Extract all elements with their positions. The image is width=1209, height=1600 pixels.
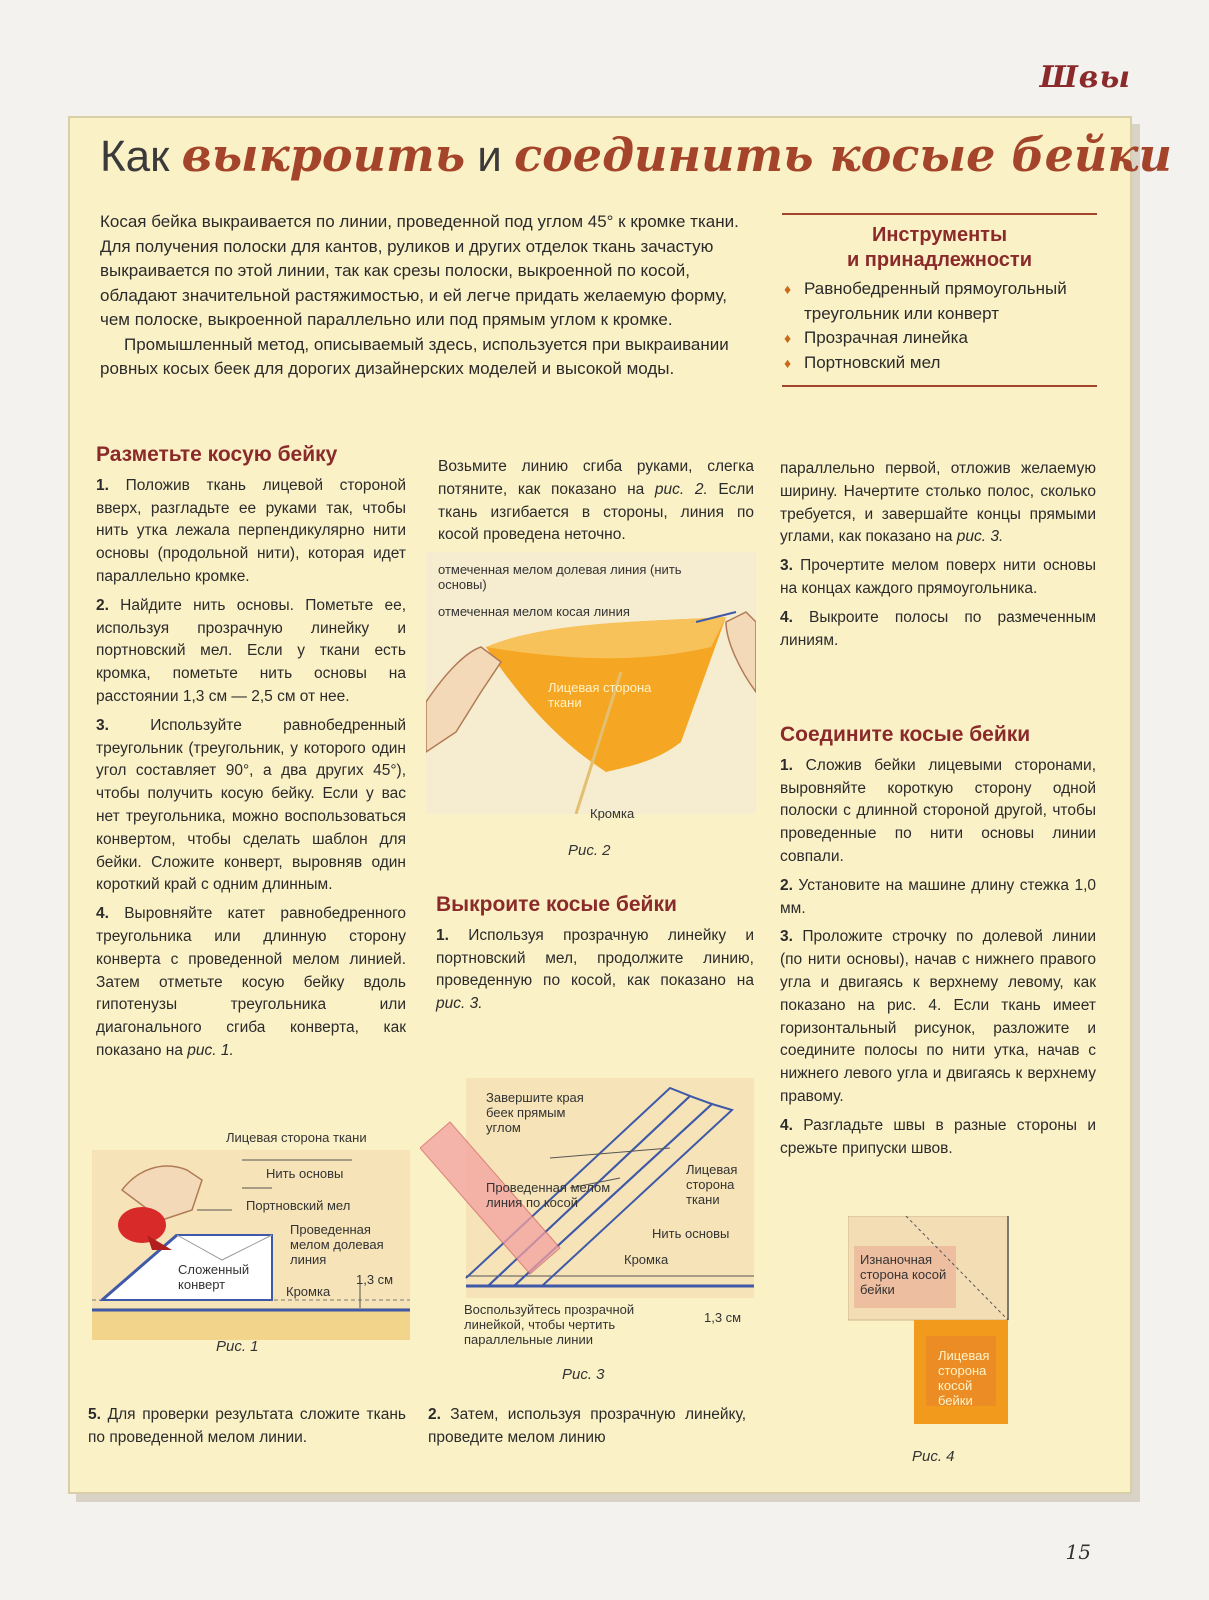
column-2-mid <box>436 894 754 1022</box>
column-1-bottom <box>88 1404 406 1456</box>
fig3-label-bias: Проведенная мелом линия по косой <box>486 1180 611 1210</box>
step-text: Используя прозрачную линейку и портновский мел, продолжите линию, проведенную по косой, как показано на <box>436 926 754 990</box>
heading-cut-bias: Выкроите косые бейки <box>436 893 677 916</box>
fig2-label-bias: отмеченная мелом косая линия <box>438 604 630 619</box>
step-number: 3. <box>780 557 793 575</box>
tools-box <box>782 213 1097 387</box>
step-number: 3. <box>780 928 793 946</box>
column-2-bottom <box>428 1404 746 1456</box>
fig3-label-ruler: Воспользуйтесь прозрачной линейкой, чтобы чертить параллельные линии <box>464 1302 635 1347</box>
step-number: 5. <box>88 1406 101 1423</box>
fig1-label-distance: 1,3 см <box>356 1272 394 1287</box>
cut-step-1 <box>436 925 754 1016</box>
fig3-label-face: Лицевая сторона ткани <box>686 1162 738 1207</box>
step-text: Положив ткань лицевой стороной вверх, разгладьте ее руками так, чтобы нить утка лежала перпендикулярно нити основы (продольной нити), которая идет параллельно кромке. <box>96 476 406 585</box>
page-title <box>100 128 1172 182</box>
page-number: 15 <box>1065 1540 1091 1564</box>
step-text: Прочертите мелом поверх нити основы на концах каждого прямоугольника. <box>780 557 1096 597</box>
title-word-1: Как <box>100 132 170 181</box>
tools-title-line-2: и принадлежности <box>846 249 1033 271</box>
figure-ref: рис. 2. <box>654 480 708 498</box>
step-text: Затем, используя прозрачную линейку, проведите мелом линию <box>428 1406 747 1446</box>
fig1-label-line: Проведенная мелом долевая линия <box>290 1222 384 1267</box>
step-number: 2. <box>780 876 793 894</box>
cut-step-4 <box>780 607 1096 653</box>
fig1-label-warp: Нить основы <box>266 1166 344 1181</box>
step-text: Разгладьте швы в разные стороны и срежьте припуски швов. <box>780 1116 1096 1157</box>
tools-title <box>782 223 1097 273</box>
heading-join-bias: Соедините косые бейки <box>780 723 1031 746</box>
column-3-top <box>780 458 1096 658</box>
step-number: 4. <box>96 905 109 923</box>
fig1-label-chalk: Портновский мел <box>246 1198 351 1213</box>
tools-item: ♦ Прозрачная линейка <box>782 326 1097 351</box>
fig1-label-face: Лицевая сторона ткани <box>226 1130 367 1145</box>
step-text: Используйте равнобедренный треугольник (треугольник, у которого один угол составляет 90°, а два других 45°), чтобы получить косую бейку. Если у вас нет треугольника, можно воспользоваться конвертом, чтобы сделать шаблон для бейки. Сложите конверт, выровняв один короткий край с одним длинным. <box>96 716 406 894</box>
figure-ref: рис. 1. <box>187 1041 234 1059</box>
figure-3-caption: Рис. 3 <box>562 1366 605 1383</box>
step-text: Установите на машине длину стежка 1,0 мм. <box>780 876 1096 917</box>
section-tag: Швы <box>1039 60 1131 95</box>
intro-paragraph-1: Косая бейка выкраивается по линии, проведенной под углом 45° к кромке ткани. Для получения полоски для кантов, руликов и других отделок ткань зачастую выкраивается по этой линии, так как срезы полоски, выкроенной по косой, обладают значительной растяжимостью, и ей легче придать желаемую форму, чем полоске, выкроенной параллельно или под прямым углом к кромке. <box>100 212 739 329</box>
step-number: 4. <box>780 1116 793 1134</box>
fig1-label-selvage: Кромка <box>286 1284 331 1299</box>
fig4-label-wrong: Изнаночная сторона косой бейки <box>860 1252 947 1297</box>
fig2-label-face: Лицевая сторона ткани <box>548 680 652 710</box>
tools-item: ♦ Равнобедренный прямоугольный треугольник или конверт <box>782 277 1097 326</box>
figure-ref: рис. 3. <box>436 995 483 1013</box>
step-text: Найдите нить основы. Пометьте ее, используя прозрачную линейку и портновский мел. Если у ткани есть кромка, пометьте нить основы на расстоянии 1,3 см — 2,5 см от нее. <box>96 596 406 705</box>
step-number: 4. <box>780 608 793 626</box>
step-number: 1. <box>96 476 109 494</box>
fig3-label-warp: Нить основы <box>652 1226 730 1241</box>
tools-title-line-1: Инструменты <box>871 224 1008 246</box>
fig3-label-ends: Завершите края беек прямым углом <box>486 1090 584 1135</box>
text-part: Возьмите линию сгиба руками, слегка потяните, как показано на <box>438 458 754 498</box>
step-number: 1. <box>780 756 793 774</box>
cut-step-3 <box>780 555 1096 601</box>
text-part: параллельно первой, отложив желаемую ширину. Начертите столько полос, сколько требуется, и завершайте концы прямыми углами, как показано на <box>780 460 1096 546</box>
join-step-1 <box>780 755 1096 869</box>
join-step-4 <box>780 1115 1096 1161</box>
mark-step-4 <box>96 903 406 1063</box>
fig3-label-distance: 1,3 см <box>704 1310 742 1325</box>
step-number: 2. <box>428 1406 441 1423</box>
fig2-label-selvage: Кромка <box>590 806 635 821</box>
step-text: Сложив бейки лицевыми сторонами, выровняйте короткую сторону одной полоски с длинной стороной другой, чтобы проведенные по нити основы линии совпали. <box>780 756 1097 865</box>
intro-text <box>100 210 760 382</box>
fig1-label-envelope: Сложенный конверт <box>178 1262 250 1292</box>
column-2-top <box>438 456 754 553</box>
title-word-3: и <box>477 132 502 181</box>
cut-step-2-cont <box>780 458 1096 549</box>
mark-step-1 <box>96 475 406 589</box>
column-3-join <box>780 724 1096 1166</box>
mark-step-3 <box>96 715 406 897</box>
tools-item: ♦ Портновский мел <box>782 351 1097 376</box>
step-text: Проложите строчку по долевой линии (по нити основы), начав с нижнего правого угла и двигаясь к верхнему левому, как показано на рис. 4. Если ткань имеет горизонтальный рисунок, разложите и соедините полосы по нити утка, начав с нижнего левого угла и двигаясь к верхнему правому. <box>780 928 1096 1105</box>
tools-list <box>782 277 1097 375</box>
join-step-3 <box>780 926 1096 1108</box>
text-part: Если ткань изгибается в стороны, линия по косой проведена неточно. <box>438 480 754 544</box>
fig4-label-right: Лицевая сторона косой бейки <box>938 1348 990 1408</box>
step-number: 3. <box>96 716 109 734</box>
mark-step-2 <box>96 595 406 709</box>
step-text: Для проверки результата сложите ткань по проведенной мелом линии. <box>88 1406 406 1446</box>
title-word-2: выкроить <box>181 128 466 182</box>
cut-step-2 <box>428 1404 746 1450</box>
figure-ref: рис. 3. <box>956 528 1004 546</box>
mark-step-5 <box>88 1404 406 1450</box>
step-number: 1. <box>436 926 449 944</box>
step-number: 2. <box>96 596 109 614</box>
figure-2-caption: Рис. 2 <box>568 842 611 859</box>
step-text: Выкроите полосы по размеченным линиям. <box>780 608 1097 649</box>
figure-1-caption: Рис. 1 <box>216 1338 259 1355</box>
fig2-label-warp: отмеченная мелом долевая линия (нить основы) <box>438 562 682 592</box>
step-text: Выровняйте катет равнобедренного треугольника или длинную сторону конверта с проведенной мелом линией. Затем отметьте косую бейку вдоль гипотенузы треугольника или диагонального сгиба конверта, как показано на <box>96 905 406 1059</box>
heading-mark-bias: Разметьте косую бейку <box>96 443 338 466</box>
join-step-2 <box>780 875 1096 921</box>
intro-paragraph-2: Промышленный метод, описываемый здесь, используется при выкраивании ровных косых беек для дорогих дизайнерских моделей и высокой моды. <box>100 334 729 378</box>
column-1 <box>96 444 406 1069</box>
fig3-label-selvage: Кромка <box>624 1252 669 1267</box>
fold-check-text <box>438 456 754 547</box>
figure-4-caption: Рис. 4 <box>912 1448 955 1465</box>
title-word-4: соединить косые бейки <box>514 128 1172 182</box>
